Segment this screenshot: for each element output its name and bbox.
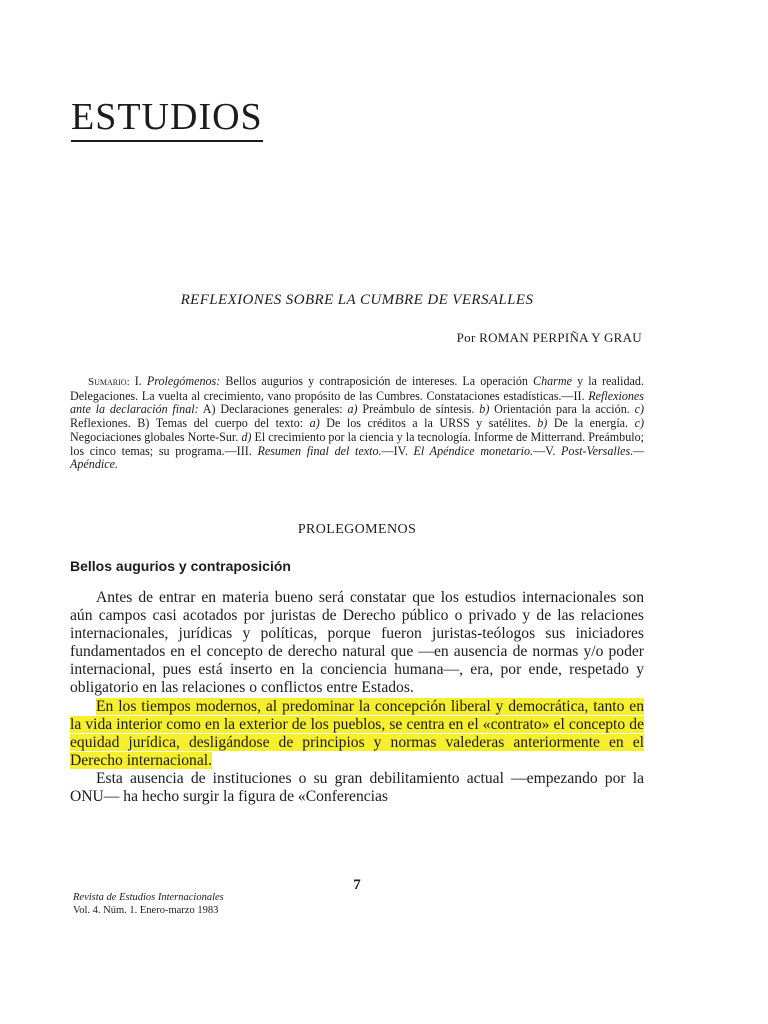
- highlighted-text: En los tiempos modernos, al predominar la concepción liberal y democrática, tanto en la vida interior como en la exterior de los pueblos, se centra en el «contrato» el concepto de equidad jurídica, desligándose de principios y normas valederas anteriormente en el Derecho internacional.: [70, 697, 644, 769]
- summary-segment: b): [537, 416, 548, 431]
- summary-segment: Bellos augurios y contraposición de intereses. La operación: [220, 374, 534, 388]
- summary-segment: a): [309, 416, 320, 431]
- summary-segment: —V.: [533, 443, 562, 458]
- summary-segment: c): [634, 416, 644, 431]
- journal-issue: Vol. 4. Núm. 1. Enero-marzo 1983: [73, 904, 219, 916]
- article-title: REFLEXIONES SOBRE LA CUMBRE DE VERSALLES: [180, 292, 534, 308]
- summary-body: [70, 374, 644, 471]
- page-number: 7: [353, 877, 361, 893]
- summary-segment: De la energía.: [547, 416, 635, 431]
- summary-segment: Orientación para la acción.: [489, 402, 635, 417]
- summary-segment: d): [241, 429, 252, 444]
- summary-paragraph: [70, 375, 644, 472]
- body-paragraph-1: Antes de entrar en materia bueno será constatar que los estudios internacionales son aún campos casi acotados por juristas de Derecho público o privado y de las relaciones internacionales, jurídicas y políticas, porque fueron juristas-teólogos sus iniciadores fundamentados en el concepto de derecho natural que —en ausencia de normas y/o poder internacional, pues está inserto en la conciencia humana—, era, por ende, respetado y obligatorio en las relaciones o conflictos entre Estados.: [70, 589, 644, 697]
- summary-segment: b): [479, 402, 490, 417]
- body-text: [70, 589, 644, 806]
- body-paragraph-3: Esta ausencia de instituciones o su gran debilitamiento actual —empezando por la ONU— ha hecho surgir la figura de «Conferencias: [70, 769, 644, 806]
- summary-segment: Resumen final del texto.: [257, 443, 382, 458]
- summary-segment: El crecimiento por la ciencia y la tecnología. Informe de Mitterrand. Preámbulo; los cinco temas; su programa.—III.: [70, 429, 645, 458]
- section-subheading: PROLEGOMENOS: [297, 522, 417, 537]
- summary-segment: a): [347, 402, 358, 417]
- summary-segment: Preámbulo de síntesis.: [357, 402, 480, 417]
- summary-segment: y la realidad. Delegaciones. La vuelta al crecimiento, vano propósito de las Cumbres. Constataciones estadísticas.—II.: [70, 374, 644, 403]
- summary-segment: A) Declaraciones generales:: [198, 402, 348, 417]
- author-byline: Por ROMAN PERPIÑA Y GRAU: [456, 330, 642, 345]
- summary-segment: —IV.: [381, 443, 414, 458]
- summary-segment: Reflexiones. B) Temas del cuerpo del texto:: [70, 416, 310, 431]
- summary-label: Sumario:: [88, 376, 130, 388]
- body-paragraph-2: [70, 698, 644, 770]
- subsection-heading: Bellos augurios y contraposición: [70, 558, 291, 574]
- journal-footer: [73, 892, 224, 917]
- summary-segment: Negociaciones globales Norte-Sur.: [70, 429, 242, 444]
- section-title: ESTUDIOS: [71, 96, 263, 142]
- summary-segment: Post-Versalles.—Apéndice.: [70, 443, 644, 472]
- summary-segment: Prolegómenos:: [146, 374, 221, 388]
- journal-name: Revista de Estudios Internacionales: [73, 892, 224, 903]
- summary-segment: I.: [129, 374, 147, 388]
- summary-segment: Reflexiones ante la declaración final:: [70, 388, 644, 417]
- summary-segment: c): [634, 402, 645, 417]
- summary-segment: El Apéndice monetario.: [413, 443, 534, 458]
- summary-segment: De los créditos a la URSS y satélites.: [319, 416, 538, 431]
- summary-segment: Charme: [533, 374, 572, 388]
